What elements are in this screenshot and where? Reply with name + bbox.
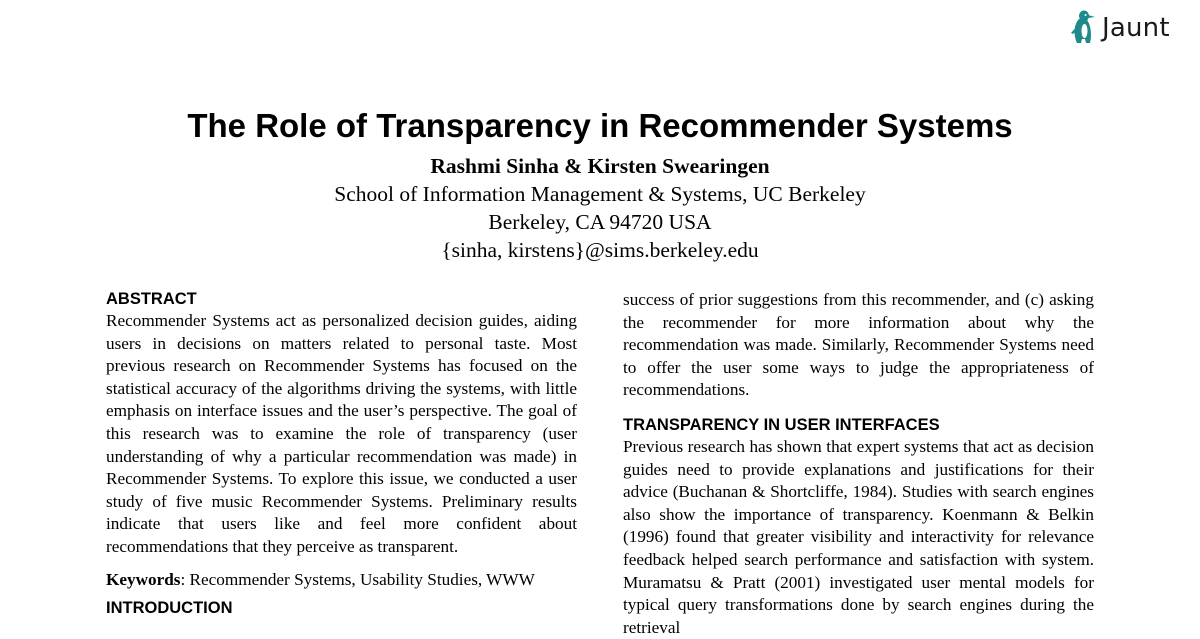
brand-name: Jaunt (1102, 13, 1170, 43)
paper-address: Berkeley, CA 94720 USA (488, 210, 712, 234)
transparency-body: Previous research has shown that expert systems that act as decision guides need to provide explanations and justifications for their advice (Buchanan & Shortcliffe, 1984). Studies with search engines also show the importance of transparency. Koenmann & Belkin (1996) found that greater visibility and interactivity for relevance feedback helped search performance and satisfaction with system. Muramatsu & Pratt (2001) investigated user mental models for typical query transformations done by search engines during the retrieval (623, 436, 1094, 637)
keywords-label: Keywords (106, 569, 181, 589)
paper-header (0, 152, 1200, 264)
right-column (623, 288, 1094, 639)
brand-logo[interactable] (1068, 8, 1170, 48)
abstract-heading: ABSTRACT (106, 290, 197, 308)
keywords-value: : Recommender Systems, Usability Studies, WWW (180, 569, 535, 589)
introduction-heading: INTRODUCTION (106, 599, 233, 618)
penguin-icon (1068, 9, 1098, 47)
keywords-line (106, 569, 577, 592)
transparency-heading: TRANSPARENCY IN USER INTERFACES (623, 415, 940, 434)
paper-title: The Role of Transparency in Recommender Systems (187, 107, 1013, 144)
paper-authors: Rashmi Sinha & Kirsten Swearingen (430, 154, 770, 178)
continuation-paragraph: success of prior suggestions from this recommender, and (c) asking the recommender for more information about why the recommendation was made. Similarly, Recommender Systems need to offer the user some ways to judge the appropriateness of recommendations. (623, 290, 1094, 400)
paper-affiliation: School of Information Management & Systems, UC Berkeley (334, 182, 866, 206)
left-column (106, 288, 577, 619)
abstract-body: Recommender Systems act as personalized decision guides, aiding users in decisions on matters related to personal taste. Most previous research on Recommender Systems has focused on the statistical accuracy of the algorithms driving the systems, with little emphasis on interface issues and the user’s perspective. The goal of this research was to examine the role of transparency (user understanding of why a particular recommendation was made) in Recommender Systems. To explore this issue, we conducted a user study of five music Recommender Systems. Preliminary results indicate that users like and feel more confident about recommendations that they perceive as transparent. (106, 311, 577, 556)
paper-email: {sinha, kirstens}@sims.berkeley.edu (441, 238, 759, 262)
